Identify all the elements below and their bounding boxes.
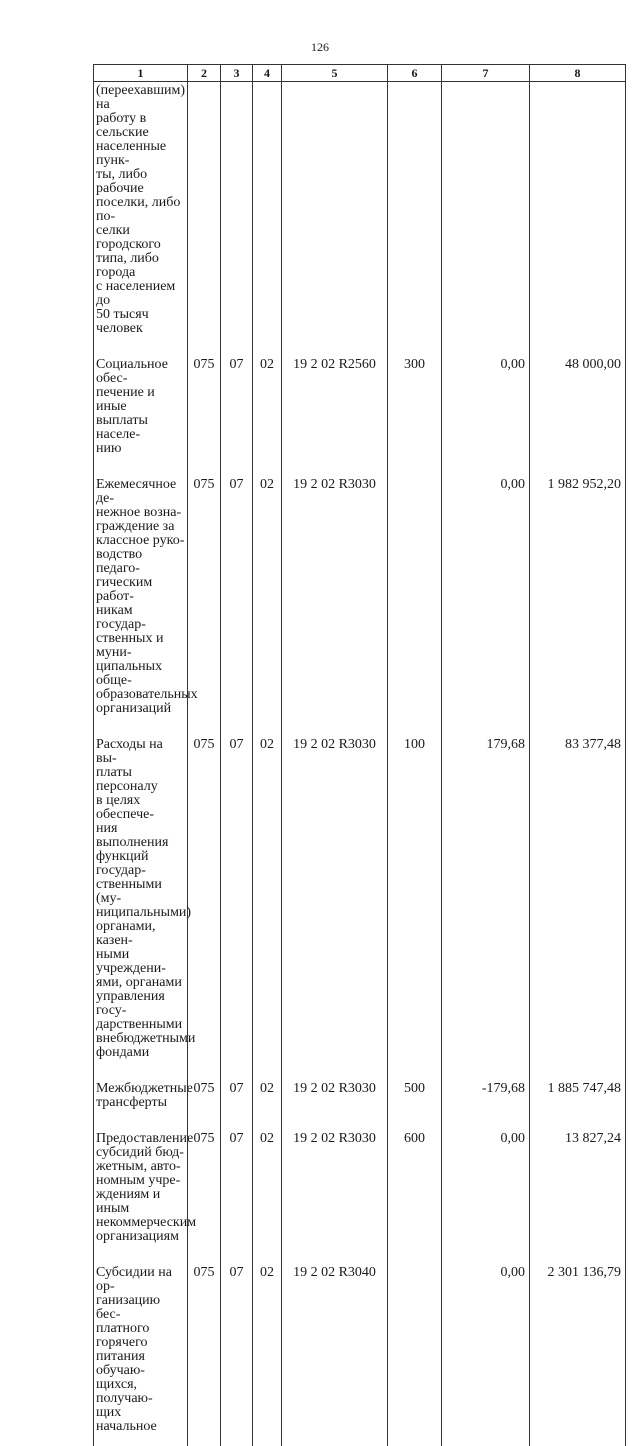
amount-total: 1 982 952,20 xyxy=(530,468,626,728)
amount-change: 0,00 xyxy=(442,1256,530,1446)
subsection-code: 02 xyxy=(253,1256,282,1446)
expense-type xyxy=(388,468,442,728)
expense-type xyxy=(388,82,442,349)
budget-table xyxy=(93,64,626,1446)
table-header-row xyxy=(94,65,626,82)
section-code: 07 xyxy=(221,348,253,468)
row-description: Расходы на вы- платы персоналу в целях обеспече- ния выполнения функций государ- ственными (му- ниципальными) органами, казен- ными учреждени- ями, органами управления госу- дарственными внебюджетными фондами xyxy=(94,728,188,1072)
column-header: 6 xyxy=(388,65,442,82)
target-article: 19 2 02 R3040 xyxy=(282,1256,388,1446)
subsection-code: 02 xyxy=(253,348,282,468)
expense-type xyxy=(388,1256,442,1446)
ministry-code: 075 xyxy=(188,1122,221,1256)
ministry-code: 075 xyxy=(188,348,221,468)
amount-total: 1 885 747,48 xyxy=(530,1072,626,1122)
amount-total: 83 377,48 xyxy=(530,728,626,1072)
subsection-code: 02 xyxy=(253,1072,282,1122)
table-row xyxy=(94,82,626,349)
row-description: Предоставление субсидий бюд- жетным, авто- номным учре- ждениям и иным некоммерческим организациям xyxy=(94,1122,188,1256)
ministry-code: 075 xyxy=(188,1256,221,1446)
amount-change: 0,00 xyxy=(442,348,530,468)
ministry-code: 075 xyxy=(188,1072,221,1122)
expense-type: 500 xyxy=(388,1072,442,1122)
expense-type: 600 xyxy=(388,1122,442,1256)
amount-change xyxy=(442,82,530,349)
column-header: 1 xyxy=(94,65,188,82)
ministry-code: 075 xyxy=(188,728,221,1072)
amount-total: 48 000,00 xyxy=(530,348,626,468)
expense-type: 300 xyxy=(388,348,442,468)
table-row xyxy=(94,348,626,468)
table-row xyxy=(94,468,626,728)
table-row xyxy=(94,1072,626,1122)
amount-change: 0,00 xyxy=(442,468,530,728)
column-header: 2 xyxy=(188,65,221,82)
row-description: Межбюджетные трансферты xyxy=(94,1072,188,1122)
subsection-code: 02 xyxy=(253,468,282,728)
expense-type: 100 xyxy=(388,728,442,1072)
table-row xyxy=(94,1122,626,1256)
row-description: (переехавшим) на работу в сельские населенные пунк- ты, либо рабочие поселки, либо по- селки городского типа, либо города с населением до 50 тысяч человек xyxy=(94,82,188,349)
section-code: 07 xyxy=(221,1122,253,1256)
subsection-code xyxy=(253,82,282,349)
subsection-code: 02 xyxy=(253,728,282,1072)
column-header: 4 xyxy=(253,65,282,82)
amount-total xyxy=(530,82,626,349)
amount-total: 2 301 136,79 xyxy=(530,1256,626,1446)
section-code: 07 xyxy=(221,1256,253,1446)
section-code: 07 xyxy=(221,728,253,1072)
table-row xyxy=(94,728,626,1072)
column-header: 7 xyxy=(442,65,530,82)
row-description: Социальное обес- печение и иные выплаты населе- нию xyxy=(94,348,188,468)
table-row xyxy=(94,1256,626,1446)
row-description: Ежемесячное де- нежное возна- граждение за классное руко- водство педаго- гическим работ- никам государ- ственных и муни- ципальных обще- образовательных организаций xyxy=(94,468,188,728)
target-article: 19 2 02 R2560 xyxy=(282,348,388,468)
target-article xyxy=(282,82,388,349)
column-header: 8 xyxy=(530,65,626,82)
subsection-code: 02 xyxy=(253,1122,282,1256)
row-description: Субсидии на ор- ганизацию бес- платного горячего питания обучаю- щихся, получаю- щих начальное xyxy=(94,1256,188,1446)
column-header: 5 xyxy=(282,65,388,82)
amount-change: 179,68 xyxy=(442,728,530,1072)
amount-change: -179,68 xyxy=(442,1072,530,1122)
target-article: 19 2 02 R3030 xyxy=(282,1072,388,1122)
section-code xyxy=(221,82,253,349)
ministry-code xyxy=(188,82,221,349)
page-number: 126 xyxy=(311,40,329,54)
amount-total: 13 827,24 xyxy=(530,1122,626,1256)
ministry-code: 075 xyxy=(188,468,221,728)
section-code: 07 xyxy=(221,468,253,728)
target-article: 19 2 02 R3030 xyxy=(282,1122,388,1256)
section-code: 07 xyxy=(221,1072,253,1122)
column-header: 3 xyxy=(221,65,253,82)
target-article: 19 2 02 R3030 xyxy=(282,728,388,1072)
target-article: 19 2 02 R3030 xyxy=(282,468,388,728)
amount-change: 0,00 xyxy=(442,1122,530,1256)
